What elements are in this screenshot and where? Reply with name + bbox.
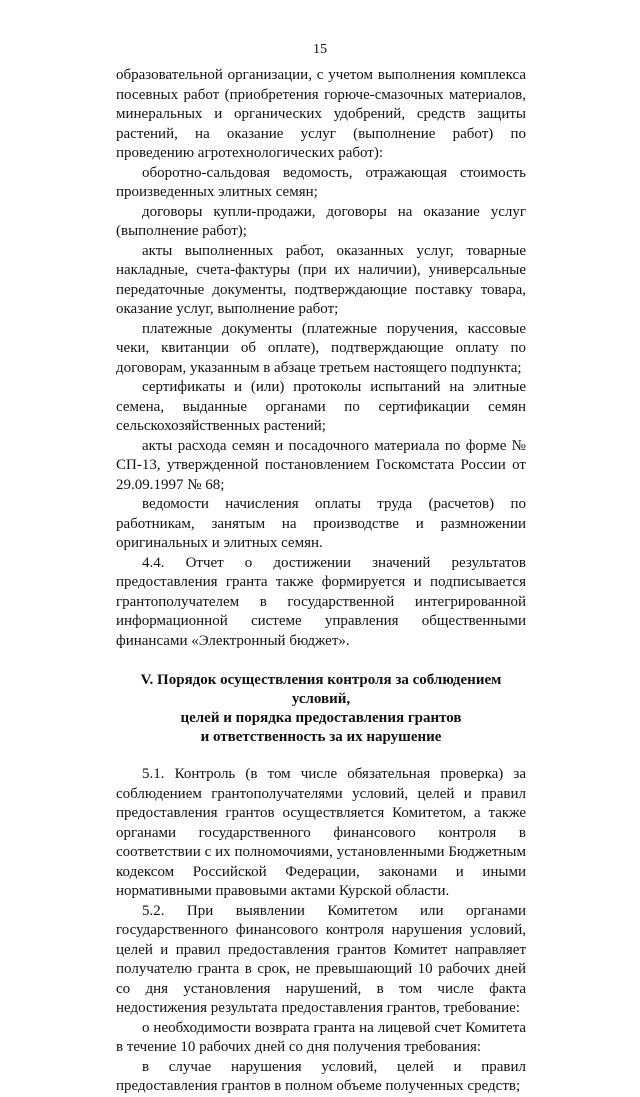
paragraph: 5.2. При выявлении Комитетом или органами государственного финансового контроля нарушения условий, целей и правил предоставления грантов Комитет направляет получателю гранта в срок, не превышающий 10 рабочих дней со дня установления нарушений, в том числе факта недостижения результата предоставления грантов, требование: — [116, 902, 526, 1016]
paragraph: 4.4. Отчет о достижении значений результатов предоставления гранта также формируется и подписывается грантополучателем в государственной интегрированной информационной системе управления общественными финансами «Электронный бюджет». — [116, 554, 526, 649]
page-number: 15 — [313, 42, 327, 57]
paragraph: в случае нарушения условий, целей и правил предоставления грантов в полном объеме полученных средств; — [116, 1058, 526, 1094]
paragraph: акты расхода семян и посадочного материала по форме № СП-13, утвержденной постановлением Госкомстата России от 29.09.1997 № 68; — [116, 437, 526, 493]
paragraph: сертификаты и (или) протоколы испытаний на элитные семена, выданные органами по сертификации семян сельскохозяйственных растений; — [116, 379, 526, 434]
section-heading-line: целей и порядка предоставления грантов — [180, 710, 462, 726]
section-heading — [116, 671, 526, 747]
paragraph: образовательной организации, с учетом выполнения комплекса посевных работ (приобретения горюче-смазочных материалов, минеральных и органических удобрений, средств защиты растений, на оказание услуг (выполнение работ) по проведению агротехнологических работ): — [116, 67, 526, 161]
paragraph: акты выполненных работ, оказанных услуг, товарные накладные, счета-фактуры (при их наличии), универсальные передаточные документы, подтверждающие поставку товара, оказание услуг, выполнение работ; — [116, 242, 526, 317]
paragraph: договоры купли-продажи, договоры на оказание услуг (выполнение работ); — [116, 203, 526, 239]
section-heading-line: и ответственность за их нарушение — [200, 729, 442, 745]
paragraph: платежные документы (платежные поручения, кассовые чеки, квитанции об оплате), подтверждающие оплату по договорам, указанным в абзаце третьем настоящего подпункта; — [116, 320, 526, 376]
section-heading-line: V. Порядок осуществления контроля за соблюдением условий, — [140, 672, 502, 707]
paragraph: оборотно-сальдовая ведомость, отражающая стоимость произведенных элитных семян; — [116, 164, 526, 200]
paragraph: ведомости начисления оплаты труда (расчетов) по работникам, занятым на производстве и размножении оригинальных и элитных семян. — [116, 496, 526, 551]
paragraph: о необходимости возврата гранта на лицевой счет Комитета в течение 10 рабочих дней со дня получения требования: — [116, 1019, 526, 1055]
paragraph: 5.1. Контроль (в том числе обязательная проверка) за соблюдением грантополучателями условий, целей и правил предоставления грантов осуществляется Комитетом, а также органами государственного финансового контроля в соответствии с их полномочиями, установленными Бюджетным кодексом Российской Федерации, законами и иными нормативными правовыми актами Курской области. — [116, 766, 526, 899]
document-body — [116, 66, 526, 1097]
